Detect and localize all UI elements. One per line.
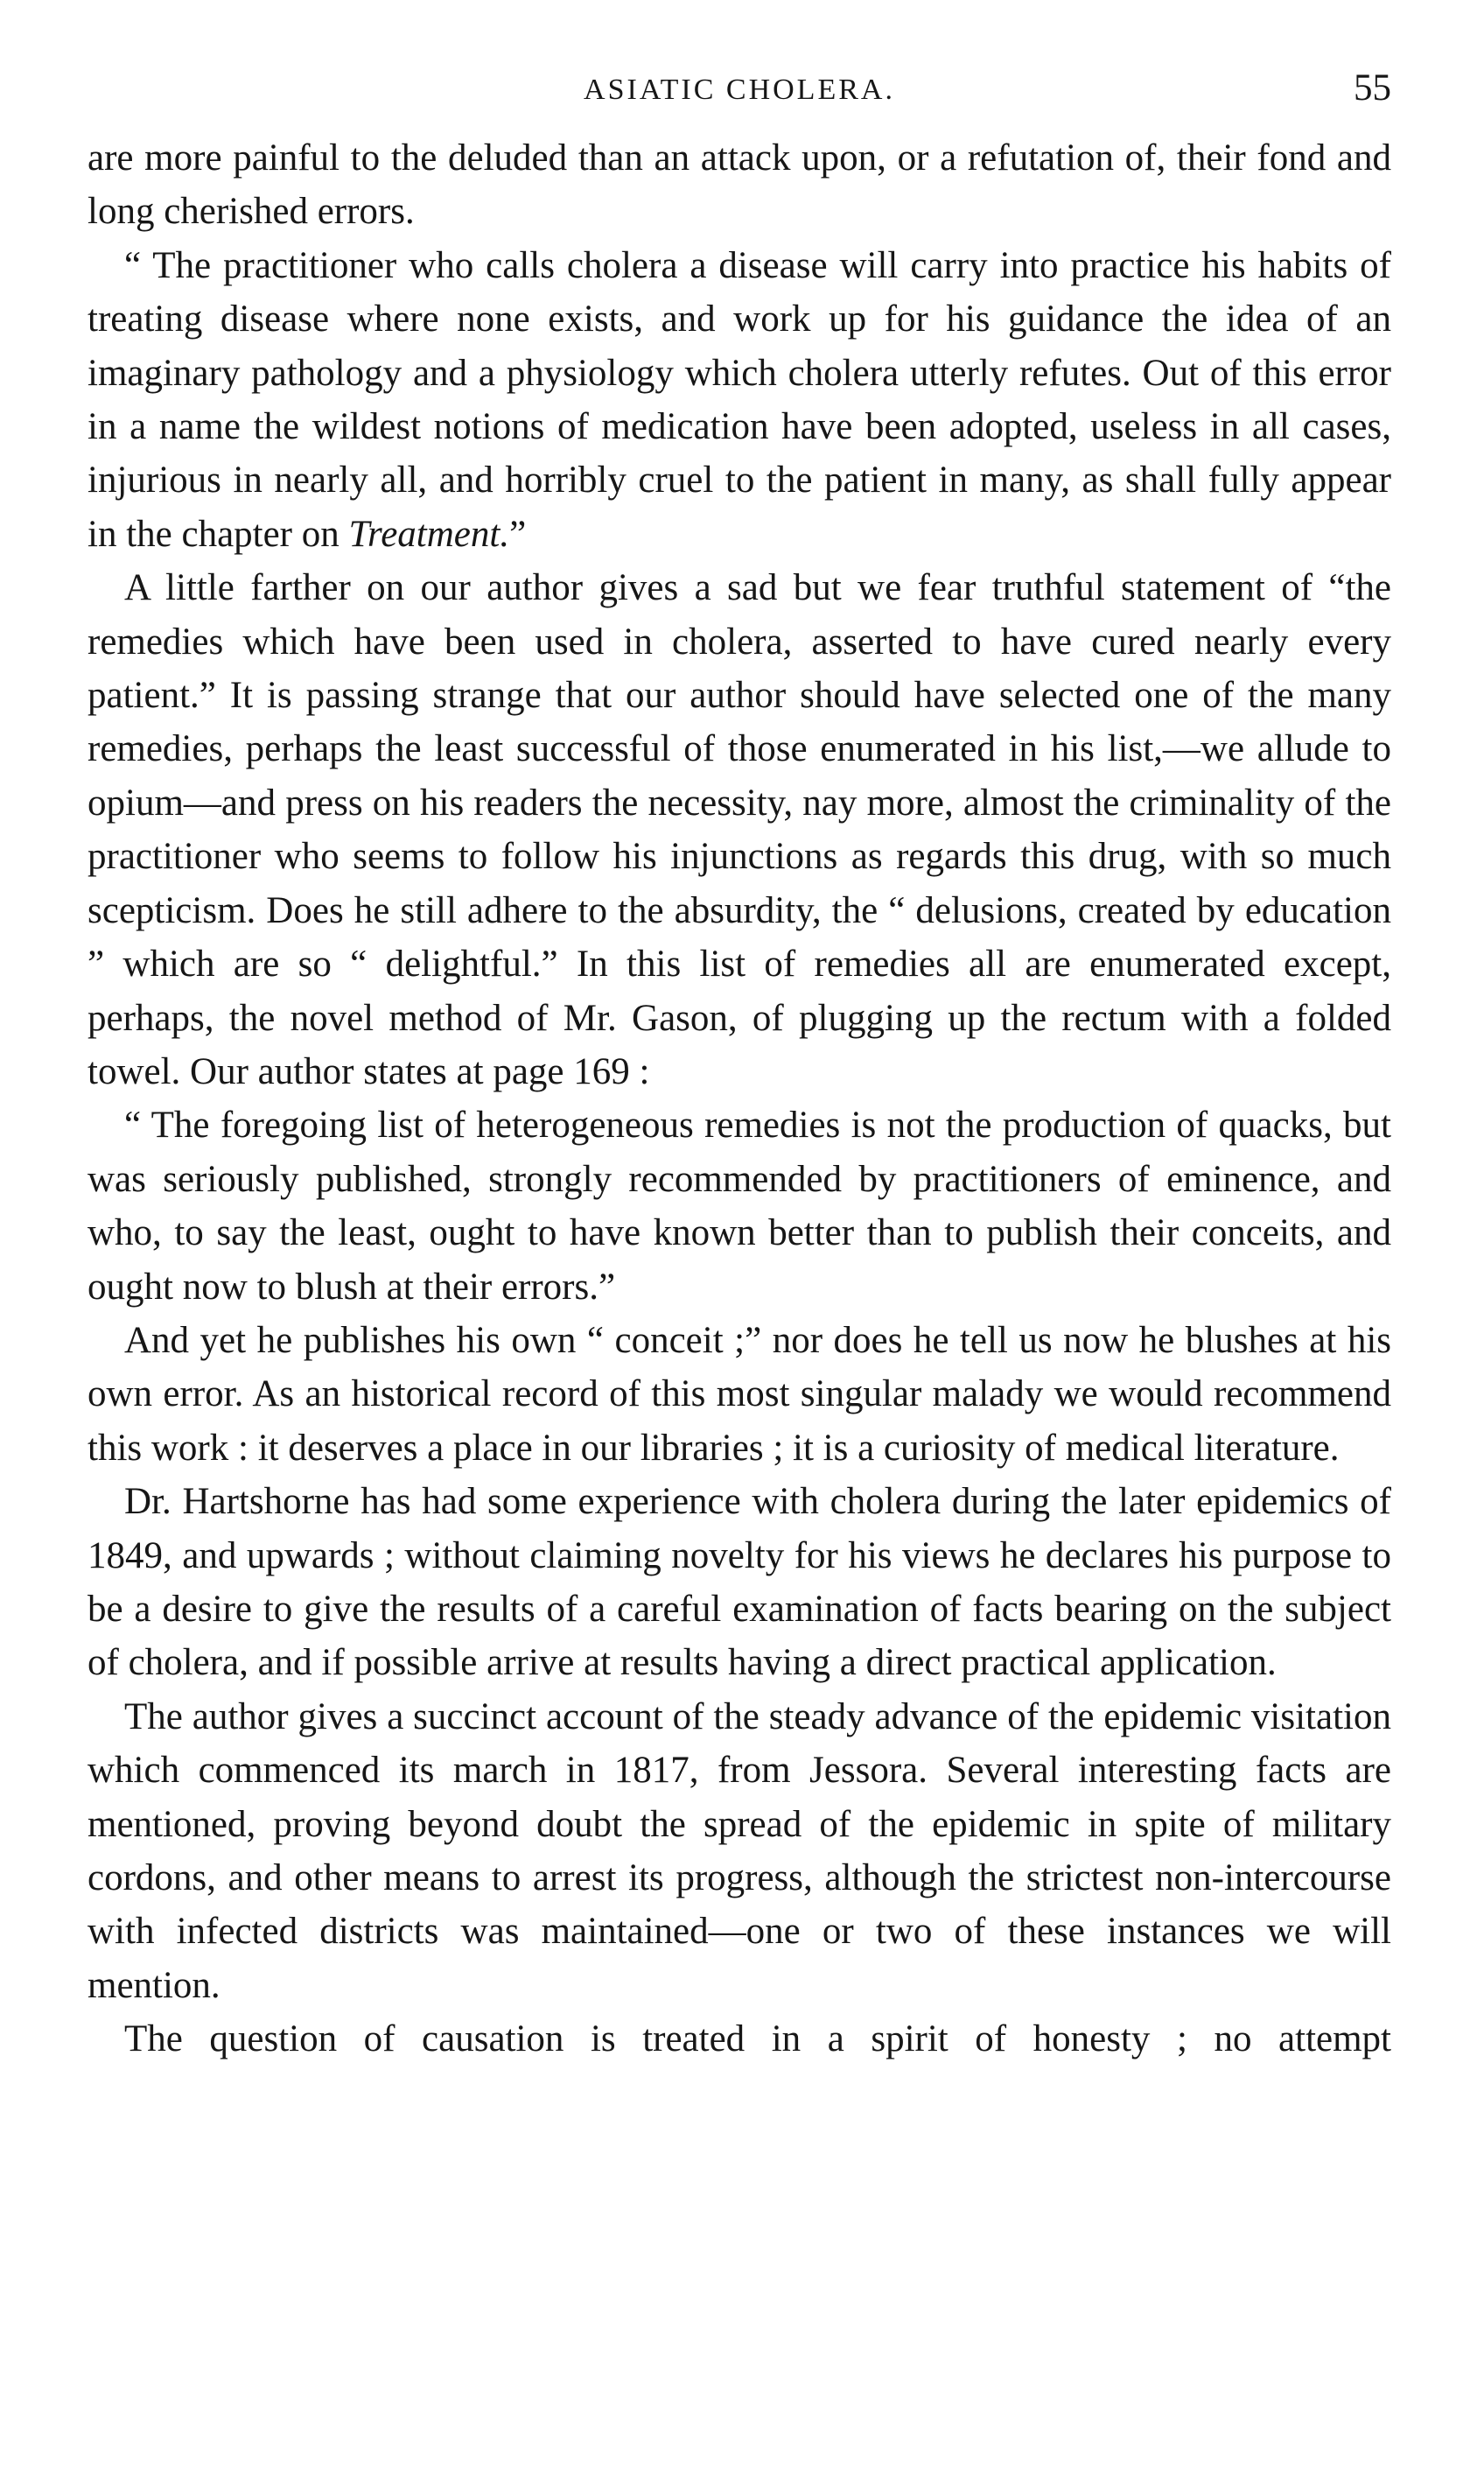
closing-quote: ” (509, 513, 527, 555)
paragraph-epidemic: The author gives a succinct account of the steady advance of the epidemic visitation which commenced its march in 1817, from Jessora. Several interesting facts are mentioned, proving beyond doubt the spread of the epidemic in spite of military cordons, and other means to arrest its progress, although the strictest non-intercourse with infected districts was maintained—one or two of these instances we will mention. (88, 1695, 1391, 2006)
paragraph-continuation: are more painful to the deluded than an attack upon, or a refutation of, their fond and long cherished errors. (88, 137, 1391, 233)
running-head (88, 61, 1391, 131)
paragraph-hartshorne: Dr. Hartshorne has had some experience with cholera during the later epidemics of 1849, and upwards ; without claiming novelty for his views he declares his purpose to be a desire to give the results of a careful examination of facts bearing on the subject of cholera, and if possible arrive at results having a direct practical application. (88, 1481, 1391, 1684)
paragraph-conceit: And yet he publishes his own “ conceit ;” nor does he tell us now he blushes at his own error. As an historical record of this most singular malady we would recommend this work : it deserves a place in our libraries ; it is a curiosity of medical literature. (88, 1319, 1391, 1469)
paragraph-remedies: A little farther on our author gives a sad but we fear truthful statement of “the remedies which have been used in cholera, asserted to have cured nearly every patient.” It is passing strange that our author should have selected one of the many remedies, perhaps the least successful of those enumerated in his list,—we allude to opium—and press on his readers the necessity, nay more, almost the criminality of the practitioner who seems to follow his injunctions as regards this drug, with so much scepticism. Does he still adhere to the absurdity, the “ delusions, created by education ” which are so “ delightful.” In this list of remedies all are enumerated except, perhaps, the novel method of Mr. Gason, of plugging up the rectum with a folded towel. Our author states at page 169 : (88, 567, 1391, 1092)
paragraph-quotation-2: “ The foregoing list of heterogeneous remedies is not the production of quacks, but was seriously published, strongly recommended by practitioners of eminence, and who, to say the least, ought to have known better than to publish their conceits, and ought now to blush at their errors.” (88, 1105, 1391, 1308)
page-number: 55 (1354, 67, 1391, 109)
body-text (88, 131, 1391, 2066)
paragraph-causation: The question of causation is treated in a spirit of honesty ; no attempt (124, 2018, 1391, 2060)
paragraph-quotation-1 (88, 239, 1391, 561)
italic-chapter-title: Treatment. (348, 513, 510, 555)
running-title: ASIATIC CHOLERA. (584, 74, 895, 106)
quotation-text: “ The practitioner who calls cholera a disease will carry into practice his habits of treating disease where none exists, and work up for his guidance the idea of an imaginary pathology and a physiology which cholera utterly refutes. Out of this error in a name the wildest notions of medication have been adopted, useless in all cases, injurious in nearly all, and horribly cruel to the patient in many, as shall fully appear in the chapter on (88, 244, 1391, 555)
book-page (88, 61, 1391, 2066)
